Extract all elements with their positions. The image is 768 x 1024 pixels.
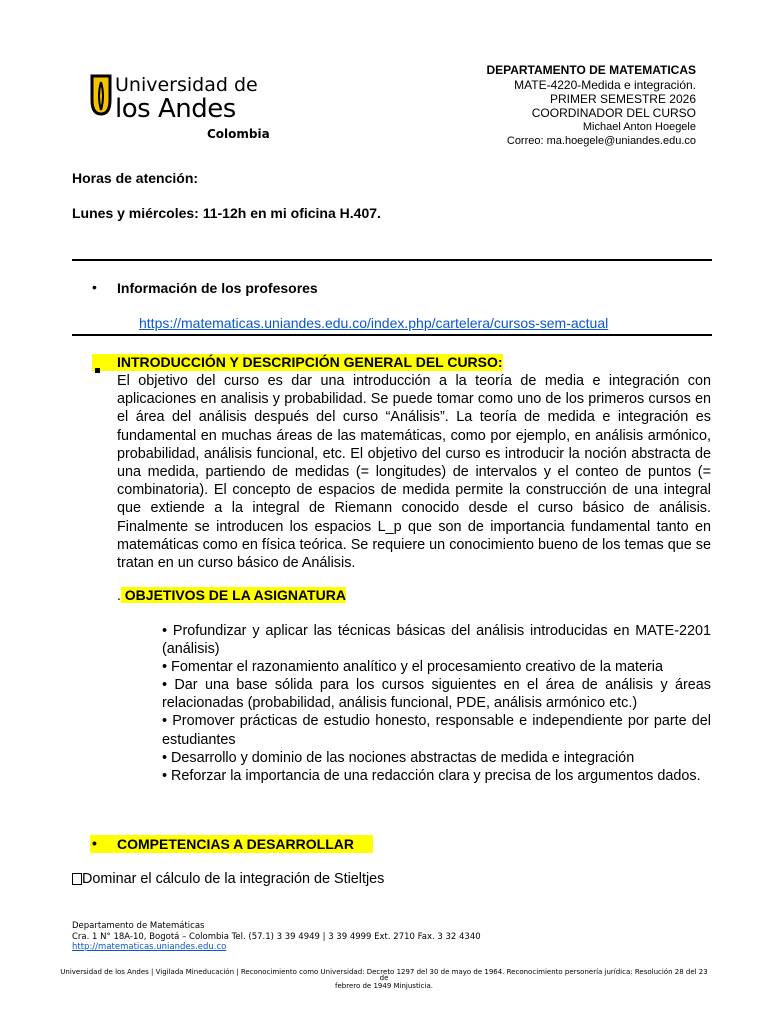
objectives-list [162, 622, 711, 785]
objective-item: • Fomentar el razonamiento analítico y el procesamiento creativo de la materia [162, 659, 663, 676]
objective-item: • Promover prácticas de estudio honesto, responsable e independiente por parte del estudiantes [162, 713, 711, 748]
professors-link[interactable]: https://matematicas.uniandes.edu.co/index.php/cartelera/cursos-sem-actual [139, 315, 609, 331]
intro-heading: INTRODUCCIÓN Y DESCRIPCIÓN GENERAL DEL CURSO: [117, 354, 503, 370]
footer-address: Cra. 1 N° 18A-10, Bogotá – Colombia Tel. (57.1) 3 39 4949 | 3 39 4999 Ext. 2710 Fax. 3 32 4340 [72, 931, 481, 942]
objective-item: • Dar una base sólida para los cursos siguientes en el área de análisis y áreas relacionadas (probabilidad, análisis funcional, PDE, análisis armónico etc.) [162, 677, 711, 712]
course-header [296, 63, 696, 148]
coordinator-role: COORDINADOR DEL CURSO [531, 106, 696, 120]
objectives-heading-row [117, 587, 346, 604]
office-hours-title: Horas de atención: [72, 170, 199, 186]
bullet-icon: • [92, 279, 97, 295]
square-bullet-icon [95, 360, 100, 378]
legal-line-3: febrero de 1949 Minjusticia. [335, 982, 433, 990]
divider-bottom [72, 334, 712, 336]
footer-url[interactable]: http://matematicas.uniandes.edu.co [72, 942, 227, 952]
legal-line-1: Universidad de los Andes | Vigilada Mineducación | Reconocimiento como Universidad: Decreto 1297 del 30 de mayo de 1964. Reconocimiento personería jurídica: Resolución 28 del 23 [60, 968, 708, 976]
competency-text: Dominar el cálculo de la integración de Stieltjes [82, 871, 385, 887]
logo-line-1: Universidad de [115, 74, 258, 96]
objectives-heading: OBJETIVOS DE LA ASIGNATURA [120, 587, 346, 603]
competency-item [72, 871, 384, 887]
logo-line-2: los Andes [115, 94, 236, 124]
objective-item: • Desarrollo y dominio de las nociones abstractas de medida e integración [162, 749, 635, 766]
bullet-icon: • [92, 835, 97, 851]
legal-notice [0, 967, 768, 992]
legal-line-2: de [379, 974, 389, 982]
logo-emblem-icon [90, 74, 112, 116]
coordinator-email: Correo: ma.hoegele@uniandes.edu.co [506, 135, 696, 147]
course-code: MATE-4220-Medida e integración. [514, 78, 696, 92]
coordinator-name: Michael Anton Hoegele [582, 121, 696, 133]
objectives-prefix: . [117, 587, 121, 603]
office-hours-schedule: Lunes y miércoles: 11-12h en mi oficina H.407. [72, 205, 381, 221]
competencies-heading: COMPETENCIAS A DESARROLLAR [117, 836, 354, 852]
logo-line-3: Colombia [207, 127, 270, 141]
university-logo [90, 72, 270, 144]
footer-contact [72, 921, 481, 953]
objective-item: • Reforzar la importancia de una redacción clara y precisa de los argumentos dados. [162, 767, 701, 784]
department-title: DEPARTAMENTO DE MATEMATICAS [486, 63, 696, 77]
professors-heading: Información de los profesores [117, 280, 318, 296]
footer-dept: Departamento de Matemáticas [72, 921, 205, 931]
intro-body: El objetivo del curso es dar una introducción a la teoría de media e integración con aplicaciones en analisis y probabilidad. Se puede tomar como uno de los primeros cursos en el área del análisis después del curso “Análisis”. La teoría de medida e integración es fundamental en muchas áreas de las matemáticas, como por ejemplo, en análisis armónico, probabilidad, análisis funcional, etc. El objetivo del curso es introducir la noción abstracta de una medida, partiendo de medidas (= longitudes) de intervalos y el conteo de puntos (= combinatoria). El concepto de espacios de medida permite la construcción de una integral que extiende a la integral de Riemann conocido desde el curso básico de análisis. Finalmente se introducen los espacios L_p que son de importancia fundamental tanto en matemáticas como en física teórica. Se requiere un conocimiento bueno de los temas que se tratan en un curso básico de Análisis. [117, 373, 711, 572]
divider-top [72, 259, 712, 261]
semester: PRIMER SEMESTRE 2026 [549, 92, 696, 106]
checkbox-glyph-icon [72, 873, 82, 885]
objective-item: • Profundizar y aplicar las técnicas básicas del análisis introducidas en MATE-2201 (análisis) [162, 623, 711, 658]
